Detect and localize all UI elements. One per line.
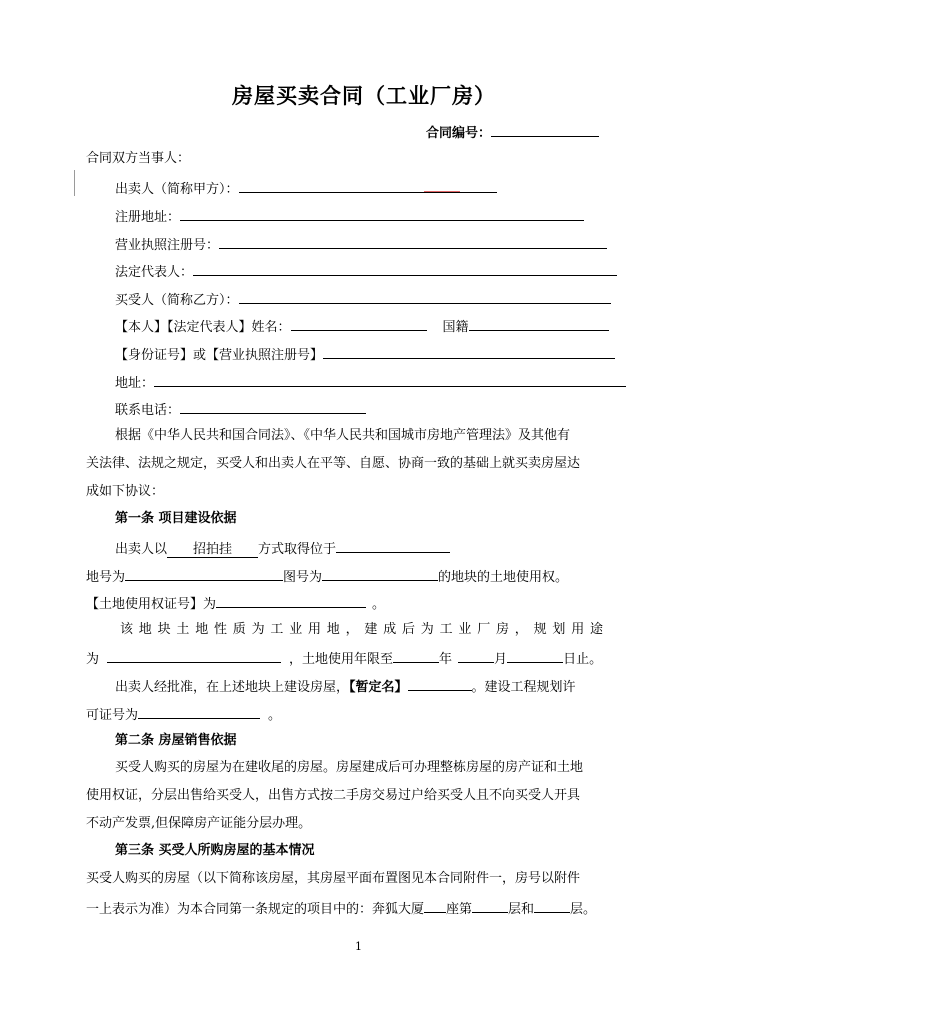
planning-permit-field[interactable] — [138, 704, 260, 719]
buyer-name-row — [115, 316, 609, 337]
preamble-line-2: 关法律、法规之规定，买受人和出卖人在平等、自愿、协商一致的基础上就买卖房屋达 — [86, 456, 581, 471]
address-row — [115, 372, 626, 393]
land-number-field[interactable] — [125, 566, 283, 581]
legal-rep-label: 法定代表人： — [115, 265, 194, 280]
art1-text: 。 — [268, 708, 282, 723]
art1-text: 日止。 — [563, 652, 603, 667]
contract-number-field[interactable] — [491, 122, 599, 137]
art1-line-3 — [86, 593, 385, 614]
address-field[interactable] — [154, 372, 626, 387]
floor-from-field[interactable] — [472, 898, 508, 913]
buyer-row — [115, 289, 611, 310]
art1-line-6 — [115, 676, 576, 697]
art1-text: 地号为 — [86, 570, 126, 585]
phone-field[interactable] — [180, 399, 366, 414]
reg-address-row — [115, 206, 584, 227]
term-year-field[interactable] — [393, 648, 439, 663]
art1-text: ，土地使用年限至 — [289, 652, 394, 667]
seller-row — [115, 178, 497, 199]
contract-number-label: 合同编号： — [426, 126, 492, 141]
art1-text: 的地块的土地使用权。 — [438, 570, 569, 585]
floor-to-field[interactable] — [534, 898, 570, 913]
parties-label: 合同双方当事人： — [86, 151, 191, 166]
art1-text: 。建设工程规划许 — [471, 680, 576, 695]
art1-text: 该地块土地性质为工业用地，建成后为工业厂房，规划用途 — [120, 622, 609, 637]
page-title: 房屋买卖合同（工业厂房） — [232, 84, 496, 108]
seller-label: 出卖人（简称甲方）： — [115, 182, 239, 197]
art1-text: 年 — [439, 652, 453, 667]
art1-text: 出卖人以 — [115, 542, 168, 557]
article-3-heading: 第三条 买受人所购房屋的基本情况 — [115, 843, 315, 858]
margin-marker — [74, 170, 75, 196]
preamble-line-3: 成如下协议： — [86, 484, 165, 499]
business-license-row — [115, 234, 607, 255]
planning-use-field[interactable] — [107, 648, 281, 663]
buyer-name-field[interactable] — [291, 316, 427, 331]
art1-text: 出卖人经批准，在上述地块上建设房屋， — [115, 680, 350, 695]
article-2-heading: 第二条 房屋销售依据 — [115, 733, 237, 748]
art1-line-7 — [86, 704, 281, 725]
art1-text: 图号为 — [283, 570, 323, 585]
art1-line-5 — [86, 648, 602, 669]
reg-address-field[interactable] — [180, 206, 584, 221]
phone-label: 联系电话： — [115, 403, 181, 418]
legal-rep-row — [115, 261, 617, 282]
phone-row — [115, 399, 366, 420]
id-field[interactable] — [323, 344, 615, 359]
page-number: 1 — [355, 940, 362, 953]
art3-text: 座第 — [446, 902, 473, 917]
term-day-field[interactable] — [507, 648, 563, 663]
contract-number-row — [426, 122, 599, 141]
reg-address-label: 注册地址： — [115, 210, 181, 225]
art1-text: 可证号为 — [86, 708, 139, 723]
building-block-field[interactable] — [424, 898, 446, 913]
legal-rep-field[interactable] — [193, 261, 617, 276]
art3-text: 一上表示为准）为本合同第一条规定的项目中的：奔狐大厦 — [86, 902, 425, 917]
term-month-field[interactable] — [458, 648, 494, 663]
art1-text: 【土地使用权证号】为 — [86, 597, 217, 612]
article-1-heading: 第一条 项目建设依据 — [115, 511, 237, 526]
map-number-field[interactable] — [322, 566, 438, 581]
land-location-field[interactable] — [336, 538, 450, 553]
art1-text: 月 — [494, 652, 508, 667]
id-row — [115, 344, 615, 365]
art3-line-2 — [86, 898, 596, 919]
business-license-field[interactable] — [219, 234, 607, 249]
red-underline-mark — [424, 191, 460, 192]
art1-line-2 — [86, 566, 568, 587]
id-or-license-label: 【身份证号】或【营业执照注册号】 — [115, 348, 324, 363]
art2-line-3: 不动产发票,但保障房产证能分层办理。 — [86, 816, 312, 831]
art1-text: 。 — [372, 597, 386, 612]
art1-text: 方式取得位于 — [258, 542, 337, 557]
business-license-label: 营业执照注册号： — [115, 238, 220, 253]
nationality-label: 国籍 — [442, 320, 469, 335]
art3-line-1: 买受人购买的房屋（以下简称该房屋，其房屋平面布置图见本合同附件一，房号以附件 — [86, 871, 581, 886]
art1-line-4 — [120, 621, 630, 639]
art1-text: 【暂定名】 — [349, 680, 408, 695]
land-cert-field[interactable] — [216, 593, 366, 608]
tentative-name-field[interactable] — [408, 676, 472, 691]
address-label: 地址： — [115, 376, 155, 391]
art3-text: 层。 — [570, 902, 597, 917]
land-method-value: 招拍挂 — [167, 542, 258, 558]
art2-line-1: 买受人购买的房屋为在建收尾的房屋。房屋建成后可办理整栋房屋的房产证和土地 — [115, 760, 584, 775]
buyer-label: 买受人（简称乙方）： — [115, 293, 239, 308]
preamble-line-1: 根据《中华人民共和国合同法》、《中华人民共和国城市房地产管理法》及其他有 — [115, 428, 571, 443]
art1-text: 为 — [86, 652, 100, 667]
art3-text: 层和 — [508, 902, 535, 917]
art2-line-2: 使用权证，分层出售给买受人，出售方式按二手房交易过户给买受人且不向买受人开具 — [86, 788, 581, 803]
self-legal-name-label: 【本人】【法定代表人】姓名： — [115, 320, 291, 335]
buyer-field[interactable] — [239, 289, 611, 304]
nationality-field[interactable] — [469, 316, 609, 331]
art1-line-1 — [115, 538, 450, 559]
